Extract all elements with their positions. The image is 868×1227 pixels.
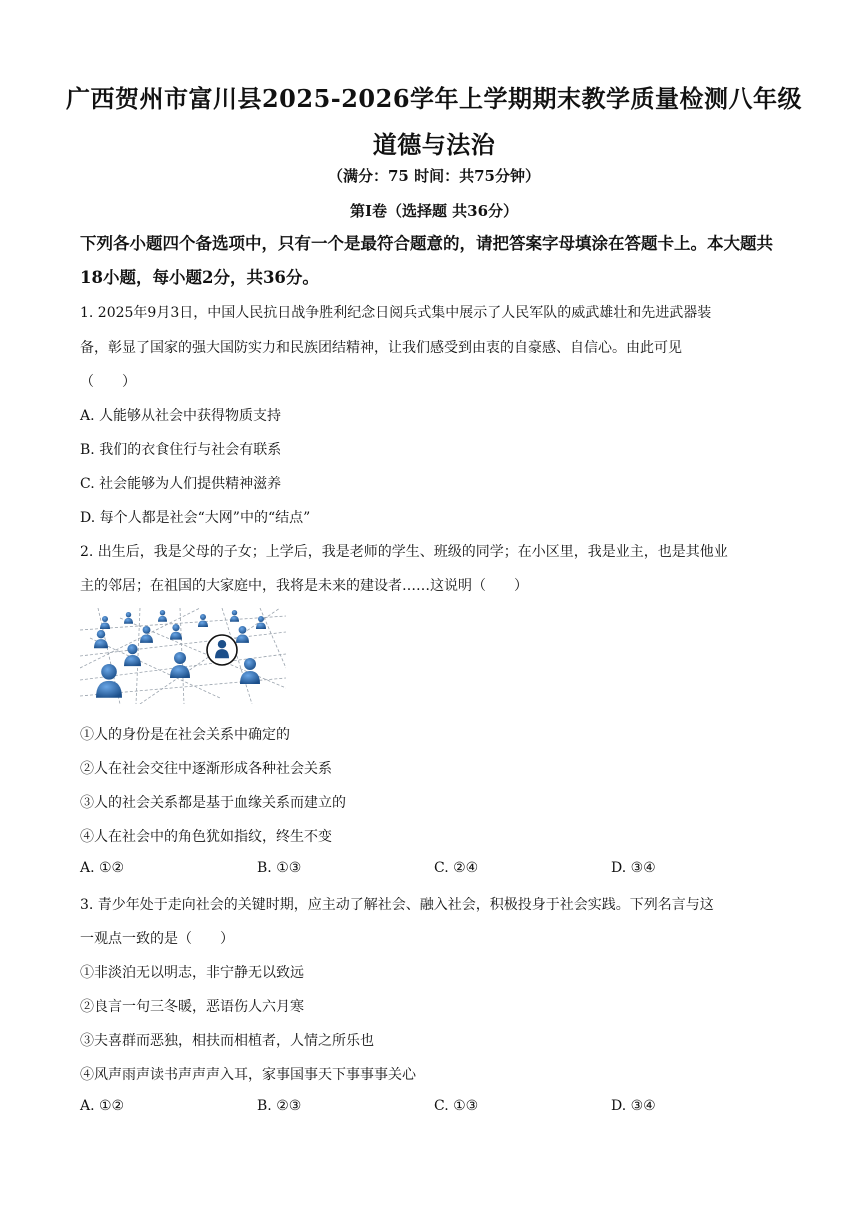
q1-stem-line2: 备，彰显了国家的强大国防实力和民族团结精神，让我们感受到由衷的自豪感、自信心。由此可见 [80,340,682,356]
q3-statement-1: ①非淡泊无以明志，非宁静无以致远 [80,965,304,981]
q3-statement-3: ③夫喜群而恶独，相扶而相植者，人情之所乐也 [80,1033,374,1049]
q2-statement-3: ③人的社会关系都是基于血缘关系而建立的 [80,795,346,811]
q1-option-c: C. 社会能够为人们提供精神滋养 [80,476,282,492]
q2-statement-1: ①人的身份是在社会关系中确定的 [80,727,290,743]
exam-subtitle: （满分：75 时间：共75分钟） [328,167,540,185]
q3-option-b: B. ②③ [257,1098,302,1114]
q2-statement-2: ②人在社会交往中逐渐形成各种社会关系 [80,761,332,777]
q3-stem-line1: 3. 青少年处于走向社会的关键时期，应主动了解社会、融入社会，积极投身于社会实践。下列名言与这 [80,897,714,913]
q1-option-d: D. 每个人都是社会“大网”中的“结点” [80,510,311,526]
q3-option-a: A. ①② [80,1098,125,1114]
q3-stem-line2: 一观点一致的是（ ） [80,931,234,947]
q3-statement-4: ④风声雨声读书声声声入耳，家事国事天下事事事关心 [80,1067,416,1083]
q3-statement-2: ②良言一句三冬暖，恶语伤人六月寒 [80,999,304,1015]
q2-option-c: C. ②④ [434,860,479,876]
instructions: 下列各小题四个备选项中，只有一个是最符合题意的，请把答案字母填涂在答题卡上。本大题共18小题，每小题2分，共36分。 [80,234,773,287]
exam-title: 广西贺州市富川县2025-2026学年上学期期末教学质量检测八年级道德与法治 [65,84,803,159]
q1-option-b: B. 我们的衣食住行与社会有联系 [80,442,282,458]
q2-option-a: A. ①② [80,860,125,876]
q1-stem-line1: 1. 2025年9月3日，中国人民抗日战争胜利纪念日阅兵式集中展示了人民军队的威武雄壮和先进武器装 [80,305,712,321]
q2-statement-4: ④人在社会中的角色犹如指纹，终生不变 [80,829,332,845]
q3-option-c: C. ①③ [434,1098,479,1114]
q2-option-d: D. ③④ [611,860,656,876]
q1-option-a: A. 人能够从社会中获得物质支持 [80,408,282,424]
section-heading: 第Ⅰ卷（选择题 共36分） [349,202,519,220]
q1-blank: （ ） [80,374,136,390]
q2-stem-line2: 主的邻居；在祖国的大家庭中，我将是未来的建设者……这说明（ ） [80,578,528,594]
social-network-people-icon [80,608,286,704]
q2-option-b: B. ①③ [257,860,302,876]
q2-stem-line1: 2. 出生后，我是父母的子女；上学后，我是老师的学生、班级的同学；在小区里，我是业主，也是其他业 [80,544,728,560]
q3-option-d: D. ③④ [611,1098,656,1114]
